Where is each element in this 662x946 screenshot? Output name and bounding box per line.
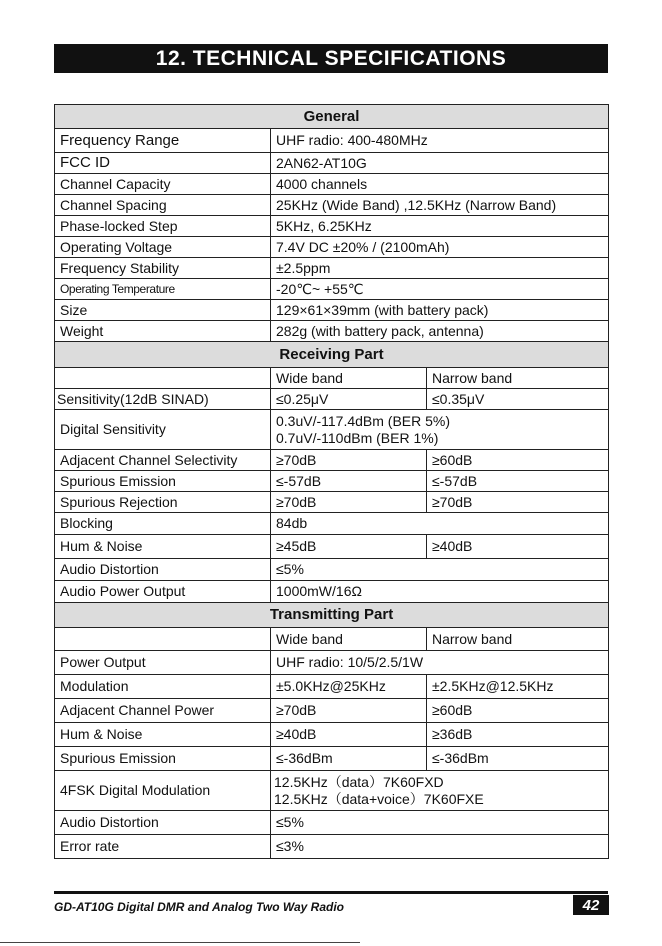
table-row <box>55 216 609 237</box>
table-row <box>55 174 609 195</box>
empty-cell <box>55 628 271 651</box>
spec-value: 282g (with battery pack, antenna) <box>271 321 609 342</box>
section-header-transmitting <box>55 603 609 628</box>
empty-cell <box>55 368 271 389</box>
spec-label: Frequency Range <box>55 129 271 153</box>
column-header-wide: Wide band <box>271 368 427 389</box>
spec-label: Audio Distortion <box>55 811 271 835</box>
section-header-general <box>55 105 609 129</box>
table-row <box>55 699 609 723</box>
table-row <box>55 450 609 471</box>
column-header-narrow: Narrow band <box>427 628 609 651</box>
spec-label: Blocking <box>55 513 271 535</box>
table-row <box>55 368 609 389</box>
section-title: General <box>55 105 609 129</box>
spec-value-wide: ≥40dB <box>271 723 427 747</box>
bottom-divider <box>0 942 360 943</box>
spec-value-line: 12.5KHz（data）7K60FXD <box>274 773 444 790</box>
spec-label: Power Output <box>55 651 271 675</box>
spec-value: 84db <box>271 513 609 535</box>
spec-label: Sensitivity(12dB SINAD) <box>55 389 271 410</box>
table-row <box>55 389 609 410</box>
spec-value: ≤5% <box>271 559 609 581</box>
spec-value-narrow: ≥60dB <box>427 699 609 723</box>
spec-value: 7.4V DC ±20% / (2100mAh) <box>271 237 609 258</box>
spec-value: 2AN62-AT10G <box>271 153 609 174</box>
table-row <box>55 410 609 450</box>
table-row <box>55 651 609 675</box>
spec-value-narrow: ≥36dB <box>427 723 609 747</box>
spec-label: Size <box>55 300 271 321</box>
table-row <box>55 747 609 771</box>
column-header-wide: Wide band <box>271 628 427 651</box>
table-row <box>55 471 609 492</box>
spec-value: 1000mW/16Ω <box>271 581 609 603</box>
spec-value-narrow: ≤0.35μV <box>427 389 609 410</box>
spec-label: FCC ID <box>55 153 271 174</box>
spec-label: Modulation <box>55 675 271 699</box>
spec-label: Spurious Emission <box>55 471 271 492</box>
spec-value-wide: ≥70dB <box>271 450 427 471</box>
spec-label: Operating Temperature <box>55 279 271 300</box>
spec-label: Audio Distortion <box>55 559 271 581</box>
column-header-narrow: Narrow band <box>427 368 609 389</box>
section-title: Transmitting Part <box>55 603 609 628</box>
spec-value-wide: ≥70dB <box>271 699 427 723</box>
spec-value: 4000 channels <box>271 174 609 195</box>
page-title: 12. TECHNICAL SPECIFICATIONS <box>54 44 608 73</box>
table-row <box>55 492 609 513</box>
spec-label: Spurious Rejection <box>55 492 271 513</box>
spec-table <box>54 104 609 859</box>
table-row <box>55 723 609 747</box>
table-row <box>55 559 609 581</box>
table-row <box>55 771 609 811</box>
footer-product-name: GD-AT10G Digital DMR and Analog Two Way Radio <box>54 900 345 914</box>
table-row <box>55 129 609 153</box>
spec-value <box>271 410 609 450</box>
spec-value-wide: ≤-36dBm <box>271 747 427 771</box>
spec-value: 129×61×39mm (with battery pack) <box>271 300 609 321</box>
spec-label: Hum & Noise <box>55 723 271 747</box>
spec-value-narrow: ≤-57dB <box>427 471 609 492</box>
spec-value-narrow: ≥40dB <box>427 535 609 559</box>
spec-value-narrow: ≥60dB <box>427 450 609 471</box>
spec-value-narrow: ±2.5KHz@12.5KHz <box>427 675 609 699</box>
table-row <box>55 300 609 321</box>
spec-label: Channel Capacity <box>55 174 271 195</box>
footer-divider <box>54 891 608 894</box>
spec-label: Hum & Noise <box>55 535 271 559</box>
spec-value: UHF radio: 10/5/2.5/1W <box>271 651 609 675</box>
table-row <box>55 835 609 859</box>
spec-label: Phase-locked Step <box>55 216 271 237</box>
table-row <box>55 535 609 559</box>
spec-value-wide: ≤-57dB <box>271 471 427 492</box>
table-row <box>55 811 609 835</box>
section-header-receiving <box>55 342 609 368</box>
spec-value-line: 0.3uV/-117.4dBm (BER 5%) <box>276 412 451 429</box>
spec-label: Error rate <box>55 835 271 859</box>
spec-label: Digital Sensitivity <box>55 410 271 450</box>
table-row <box>55 279 609 300</box>
spec-value-wide: ≤0.25μV <box>271 389 427 410</box>
spec-value: 5KHz, 6.25KHz <box>271 216 609 237</box>
table-row <box>55 195 609 216</box>
spec-label: Adjacent Channel Power <box>55 699 271 723</box>
spec-value-wide: ≥70dB <box>271 492 427 513</box>
spec-value-narrow: ≥70dB <box>427 492 609 513</box>
spec-value: -20℃~ +55℃ <box>271 279 609 300</box>
section-title: Receiving Part <box>55 342 609 368</box>
spec-value-line: 12.5KHz（data+voice）7K60FXE <box>274 790 484 807</box>
spec-label: 4FSK Digital Modulation <box>55 771 271 811</box>
table-row <box>55 153 609 174</box>
spec-label: Weight <box>55 321 271 342</box>
spec-label: Channel Spacing <box>55 195 271 216</box>
spec-label: Spurious Emission <box>55 747 271 771</box>
spec-value-line: 0.7uV/-110dBm (BER 1%) <box>276 429 439 446</box>
spec-value: 25KHz (Wide Band) ,12.5KHz (Narrow Band) <box>271 195 609 216</box>
spec-value-wide: ±5.0KHz@25KHz <box>271 675 427 699</box>
spec-label: Audio Power Output <box>55 581 271 603</box>
spec-value: ≤3% <box>271 835 609 859</box>
spec-value-wide: ≥45dB <box>271 535 427 559</box>
spec-label: Adjacent Channel Selectivity <box>55 450 271 471</box>
page-number: 42 <box>573 895 609 915</box>
spec-label: Operating Voltage <box>55 237 271 258</box>
table-row <box>55 628 609 651</box>
table-row <box>55 675 609 699</box>
spec-value: ±2.5ppm <box>271 258 609 279</box>
table-row <box>55 513 609 535</box>
table-row <box>55 581 609 603</box>
table-row <box>55 258 609 279</box>
spec-label: Frequency Stability <box>55 258 271 279</box>
spec-value: UHF radio: 400-480MHz <box>271 129 609 153</box>
spec-value-narrow: ≤-36dBm <box>427 747 609 771</box>
spec-value <box>271 771 609 811</box>
table-row <box>55 237 609 258</box>
table-row <box>55 321 609 342</box>
spec-value: ≤5% <box>271 811 609 835</box>
